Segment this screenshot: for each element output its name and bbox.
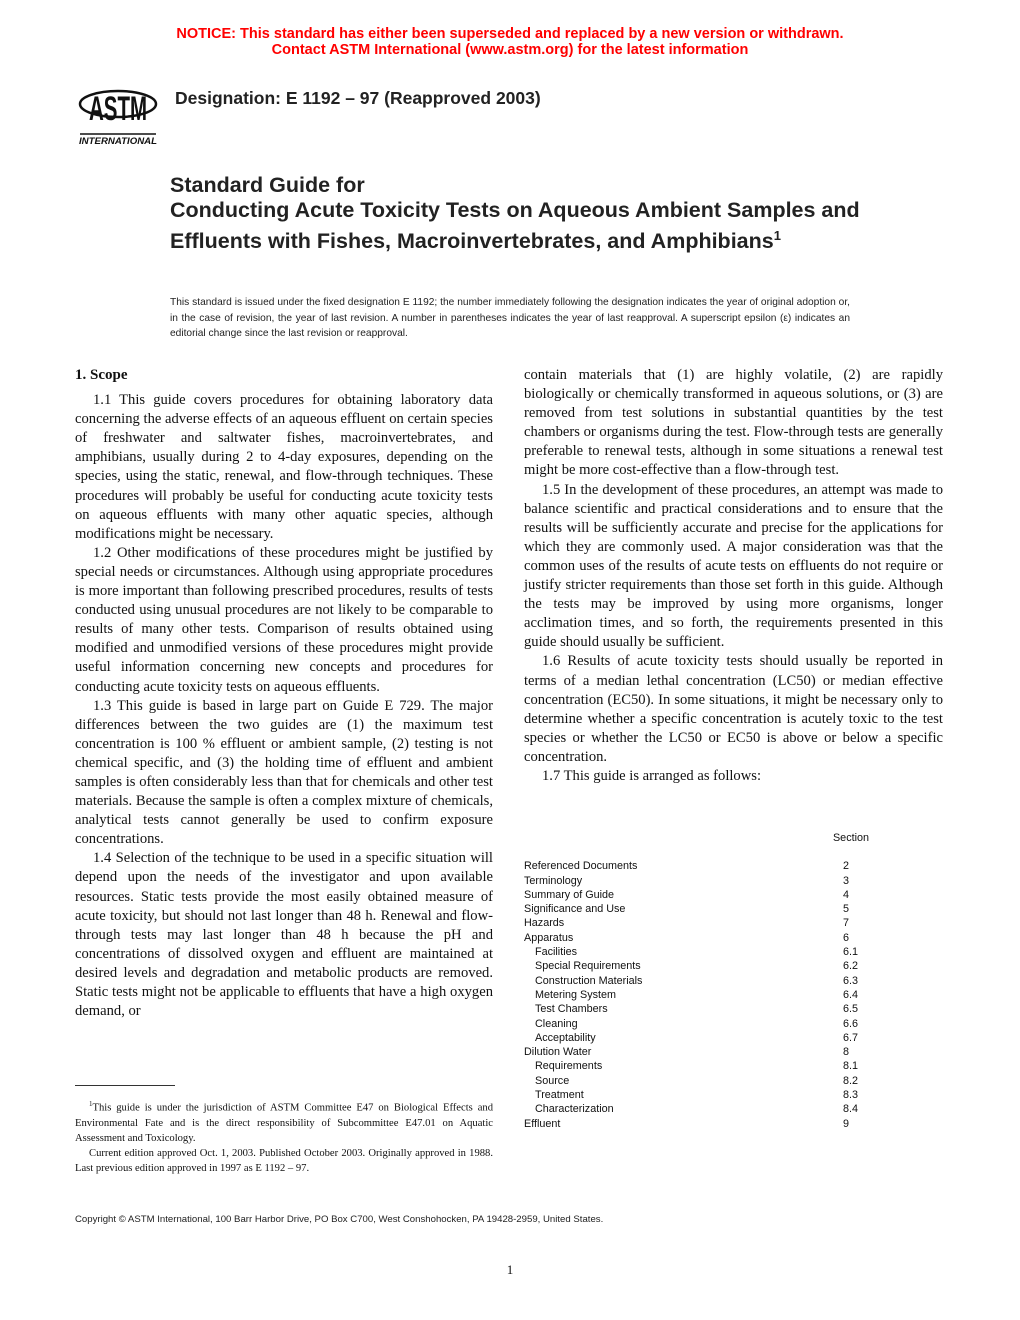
footnote-2: Current edition approved Oct. 1, 2003. Published October 2003. Originally approved in 1988. Last previous edition approved in 1997 as E 1192 – 97. [75, 1147, 493, 1174]
paragraph-1-4-continued: contain materials that (1) are highly volatile, (2) are rapidly biologically or chemically transformed in aqueous solutions, or (3) are removed from test solutions in substantial quantities by the test chambers or organisms during the test. Flow-through tests are generally preferable to renewal tests, although in some situations a renewal test might be more cost-effective than a flow-through test. [524, 367, 943, 479]
paragraph-1-2: 1.2 Other modifications of these procedures might be justified by special needs or circumstances. Although using appropriate procedures is more important than following prescribed procedures, results of tests conducted using unusual procedures are not likely to be comparable to results of many other tests. Comparison of results obtained using modified and unmodified versions of these procedures might provide useful information concerning new concepts and procedures for conducting acute toxicity tests on aqueous effluents. [75, 544, 493, 695]
left-column [75, 366, 493, 1021]
paragraph-1-7: 1.7 This guide is arranged as follows: [542, 767, 762, 784]
contents-label: Referenced Documents [524, 860, 638, 873]
contents-label: Characterization [535, 1103, 614, 1116]
paragraph-1-6: 1.6 Results of acute toxicity tests should usually be reported in terms of a median lethal concentration (LC50) or median effective concentration (EC50). In some situations, it might be necessary only to determine whether a specific concentration is acutely toxic to the test species or whether the LC50 or EC50 is above or below a specific concentration. [524, 653, 943, 765]
notice-line-2: Contact ASTM International (www.astm.org) for the latest information [271, 42, 749, 58]
contents-row [524, 1017, 869, 1031]
contents-label: Significance and Use [524, 903, 626, 916]
contents-row [524, 874, 869, 888]
contents-section: 9 [843, 1117, 850, 1130]
paragraph-1-1: 1.1 This guide covers procedures for obtaining laboratory data concerning the adverse effects of an aqueous effluent on certain species of freshwater and saltwater fishes, macroinvertebrates, and amphibians, usually during 2 to 4-day exposures, depending on the species, using the static, renewal, and flow-through techniques. These procedures will probably be useful for conducting acute toxicity tests on aqueous effluents with many other aquatic species, although modifications might be necessary. [75, 392, 493, 542]
footnotes [75, 1097, 493, 1176]
contents-section: 8 [843, 1046, 850, 1059]
title-footnote-mark: 1 [773, 228, 781, 243]
right-column [524, 366, 943, 786]
contents-row [524, 902, 869, 916]
contents-label: Test Chambers [535, 1003, 608, 1016]
contents-row [524, 1002, 869, 1016]
contents-label: Facilities [535, 946, 577, 959]
astm-logo [76, 72, 160, 148]
contents-header: Section [832, 832, 869, 844]
contents-section: 8.2 [843, 1074, 859, 1087]
svg-text:INTERNATIONAL: INTERNATIONAL [79, 136, 157, 146]
contents-label: Summary of Guide [524, 888, 615, 901]
contents-section: 6.1 [843, 946, 859, 959]
contents-section: 6.5 [843, 1003, 859, 1016]
footnote-mark: 1 [89, 1100, 93, 1108]
contents-row [524, 916, 869, 930]
contents-row [524, 945, 869, 959]
paragraph-1-4: 1.4 Selection of the technique to be used in a specific situation will depend upon the needs of the investigator and upon available resources. Static tests provide the most easily obtained measure of acute toxicity, but should not last longer than 48 h. Renewal and flow-through tests may last longer than 48 h because the pH and concentrations of dissolved oxygen and effluent are maintained at desired levels and degradation and metabolic products are removed. Static tests might not be applicable to effluents that have a high oxygen demand, or [75, 850, 493, 1020]
contents-section: 6.6 [843, 1017, 859, 1030]
paragraph-1-5: 1.5 In the development of these procedures, an attempt was made to balance scientific and practical considerations and to ensure that the results will be sufficiently accurate and precise for the applications for which they are commonly used. A major consideration was that the common uses of the results of acute tests on effluents do not require or justify stricter requirements than those set forth in this guide. Although the tests may be improved by using more organisms, longer acclimation times, and so forth, the requirements presented in this guide should usually be sufficient. [524, 481, 943, 651]
contents-section: 6 [843, 931, 850, 944]
contents-row [524, 1088, 869, 1102]
document-title [170, 173, 890, 254]
section-heading: 1. Scope [75, 367, 128, 383]
contents-row [524, 1031, 869, 1045]
svg-text:ASTM: ASTM [89, 90, 147, 128]
contents-label: Special Requirements [535, 960, 641, 973]
contents-section: 2 [843, 860, 850, 873]
contents-label: Treatment [535, 1089, 584, 1102]
contents-label: Construction Materials [535, 974, 643, 987]
title-main: Conducting Acute Toxicity Tests on Aqueous Ambient Samples and Effluents with Fishes, Macroinvertebrates, and Amphibians [170, 198, 860, 254]
contents-row [524, 988, 869, 1002]
contents-label: Metering System [535, 988, 617, 1001]
contents-section: 6.4 [843, 988, 859, 1001]
contents-section: 6.7 [843, 1031, 859, 1044]
contents-row [524, 888, 869, 902]
contents-row [524, 1102, 869, 1116]
contents-section: 8.4 [843, 1103, 859, 1116]
contents-row [524, 1059, 869, 1073]
contents-section: 7 [843, 917, 850, 930]
contents-section: 4 [843, 888, 850, 901]
contents-label: Source [535, 1074, 570, 1087]
title-line-1: Standard Guide for [170, 173, 365, 197]
supersession-notice [0, 26, 1020, 58]
contents-section: 3 [843, 874, 850, 887]
contents-section: 6.2 [843, 960, 859, 973]
copyright: Copyright © ASTM International, 100 Barr Harbor Drive, PO Box C700, West Conshohocken, PA 19428-2959, United States. [75, 1214, 604, 1225]
contents-section: 5 [843, 903, 850, 916]
contents-label: Dilution Water [524, 1046, 592, 1059]
page-number: 1 [506, 1262, 514, 1277]
contents-section: 6.3 [843, 974, 859, 987]
contents-row [524, 859, 869, 873]
contents-row [524, 959, 869, 973]
contents-row [524, 1117, 869, 1131]
notice-line-1: NOTICE: This standard has either been superseded and replaced by a new version or withdrawn. [176, 26, 844, 42]
designation: Designation: E 1192 – 97 (Reapproved 2003) [175, 88, 541, 108]
footnote-1: $^1$This guide is under the jurisdiction of ASTM Committee E47 on Biological Effects and Environmental Fate and is the direct responsibility of Subcommittee E47.01 on Aquatic Assessment and Toxicology. [75, 1100, 493, 1144]
contents-label: Requirements [535, 1060, 603, 1073]
contents-label: Hazards [524, 917, 565, 930]
issued-note: This standard is issued under the fixed designation E 1192; the number immediately following the designation indicates the year of original adoption or, in the case of revision, the year of last revision. A number in parentheses indicates the year of last reapproval. A superscript epsilon (ε) indicates an editorial change since the last revision or reapproval. [170, 297, 850, 339]
contents-label: Effluent [524, 1117, 561, 1130]
contents-row [524, 1045, 869, 1059]
contents-label: Apparatus [524, 931, 574, 944]
contents-label: Cleaning [535, 1017, 578, 1030]
footnote-divider [75, 1085, 175, 1086]
contents-label: Acceptability [535, 1031, 596, 1044]
paragraph-1-3: 1.3 This guide is based in large part on Guide E 729. The major differences between the two guides are (1) the maximum test concentration is 100 % effluent or ambient sample, (2) testing is not chemical specific, and (3) the holding time of effluent and ambient samples is often considerably less than that for chemicals and other test materials. Because the sample is often a complex mixture of chemicals, analytical tests cannot generally be used to confirm exposure concentrations. [75, 697, 493, 848]
contents-row [524, 1074, 869, 1088]
contents-row [524, 931, 869, 945]
contents-section: 8.3 [843, 1089, 859, 1102]
contents-label: Terminology [524, 874, 583, 887]
contents-row [524, 974, 869, 988]
contents-table [524, 831, 869, 1131]
contents-section: 8.1 [843, 1060, 859, 1073]
